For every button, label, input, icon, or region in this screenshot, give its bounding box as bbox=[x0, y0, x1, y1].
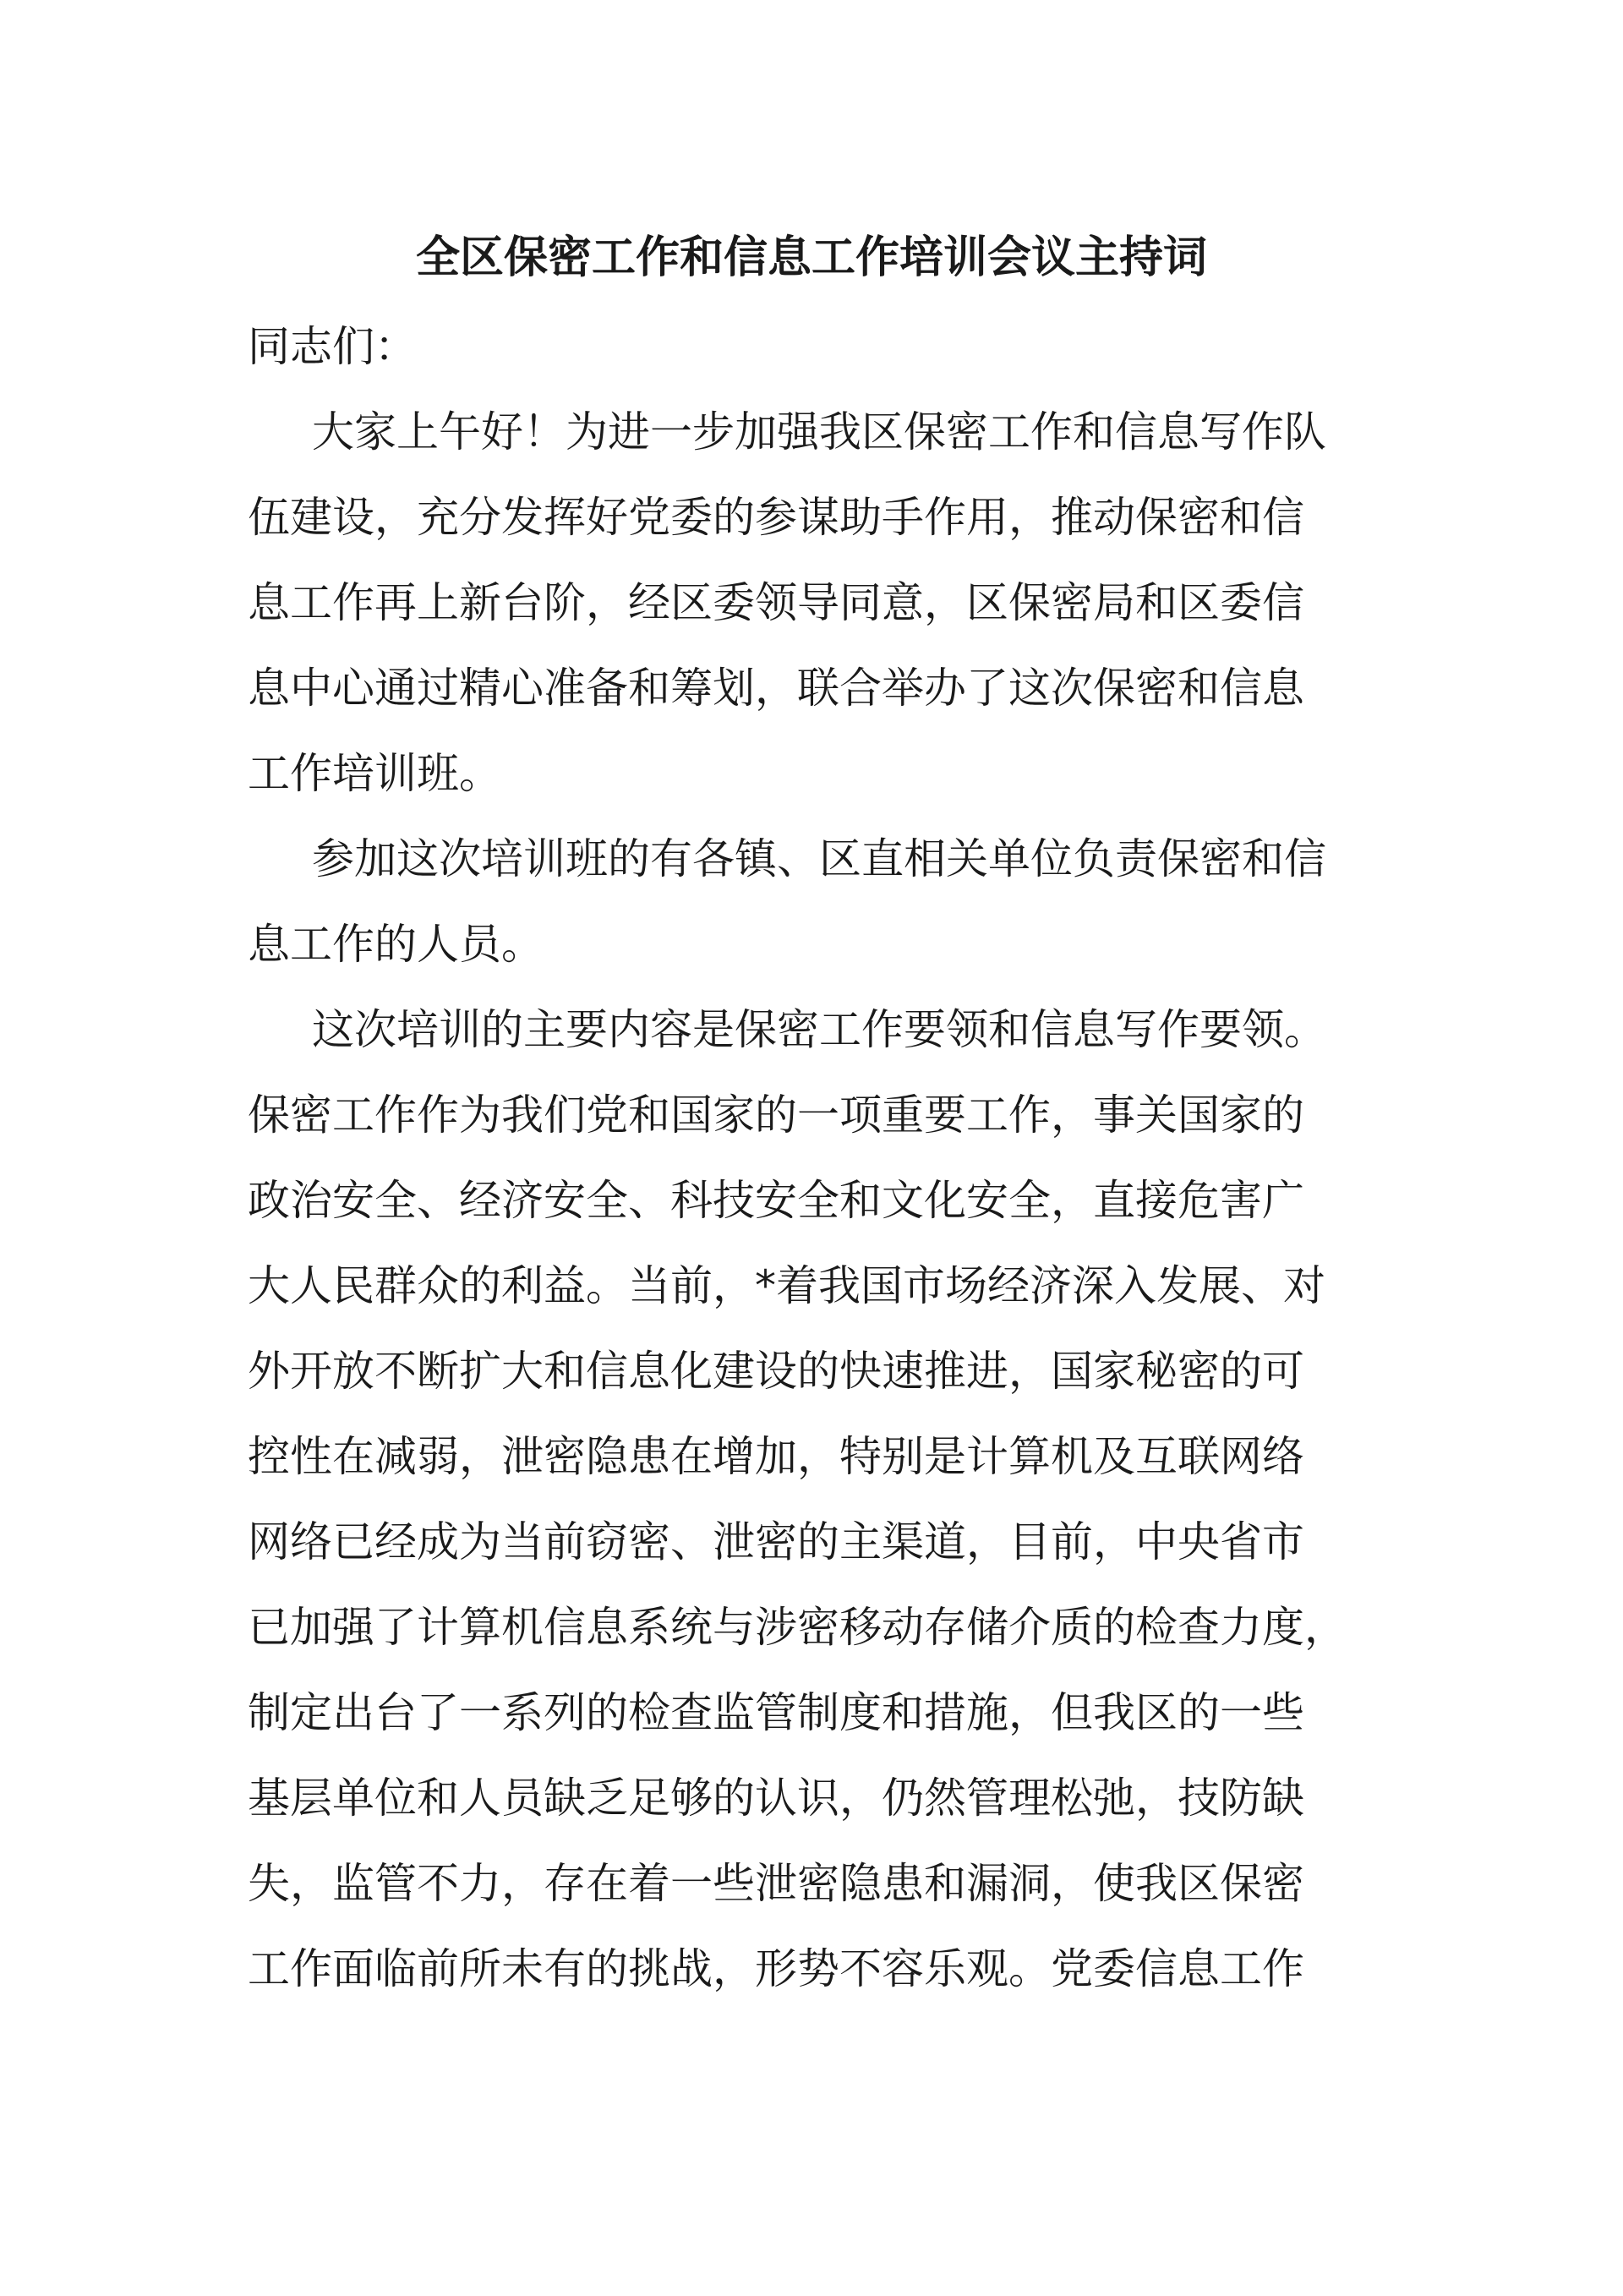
document-body bbox=[248, 304, 1380, 2012]
salutation: 同志们： bbox=[248, 322, 417, 371]
paragraph-1-line-3: 息工作再上新台阶，经区委领导同意，区保密局和区委信 bbox=[248, 578, 1304, 627]
paragraph-2-line-1: 参加这次培训班的有各镇、区直相关单位负责保密和信 bbox=[312, 834, 1326, 883]
paragraph-3-line-1: 这次培训的主要内容是保密工作要领和信息写作要领。 bbox=[312, 1005, 1326, 1054]
paragraph-1-line-5: 工作培训班。 bbox=[248, 749, 501, 798]
paragraph-1-line-1: 大家上午好！为进一步加强我区保密工作和信息写作队 bbox=[312, 407, 1326, 456]
paragraph-3-line-7: 网络已经成为当前窃密、泄密的主渠道，目前，中央省市 bbox=[248, 1517, 1304, 1566]
paragraph-3-line-10: 基层单位和人员缺乏足够的认识，仍然管理松弛，技防缺 bbox=[248, 1774, 1304, 1823]
paragraph-3-line-4: 大人民群众的利益。当前，*着我国市场经济深入发展、对 bbox=[248, 1261, 1325, 1310]
paragraph-3-line-11: 失，监管不力，存在着一些泄密隐患和漏洞，使我区保密 bbox=[248, 1859, 1304, 1908]
document-title: 全区保密工作和信息工作培训会议主持词 bbox=[415, 232, 1207, 283]
paragraph-3-line-12: 工作面临前所未有的挑战，形势不容乐观。党委信息工作 bbox=[248, 1944, 1304, 1993]
paragraph-3-line-8: 已加强了计算机信息系统与涉密移动存储介质的检查力度， bbox=[248, 1603, 1347, 1652]
paragraph-3-line-9: 制定出台了一系列的检查监管制度和措施，但我区的一些 bbox=[248, 1688, 1304, 1737]
paragraph-3-line-3: 政治安全、经济安全、科技安全和文化安全，直接危害广 bbox=[248, 1176, 1304, 1225]
paragraph-2-line-2: 息工作的人员。 bbox=[248, 920, 544, 969]
paragraph-3-line-5: 外开放不断扩大和信息化建设的快速推进，国家秘密的可 bbox=[248, 1347, 1304, 1396]
paragraph-1-line-4: 息中心通过精心准备和筹划，联合举办了这次保密和信息 bbox=[248, 664, 1304, 713]
paragraph-3-line-6: 控性在减弱，泄密隐患在增加，特别是计算机及互联网络 bbox=[248, 1432, 1304, 1481]
paragraph-1-line-2: 伍建设，充分发挥好党委的参谋助手作用，推动保密和信 bbox=[248, 493, 1304, 542]
paragraph-3-line-2: 保密工作作为我们党和国家的一项重要工作，事关国家的 bbox=[248, 1091, 1304, 1140]
